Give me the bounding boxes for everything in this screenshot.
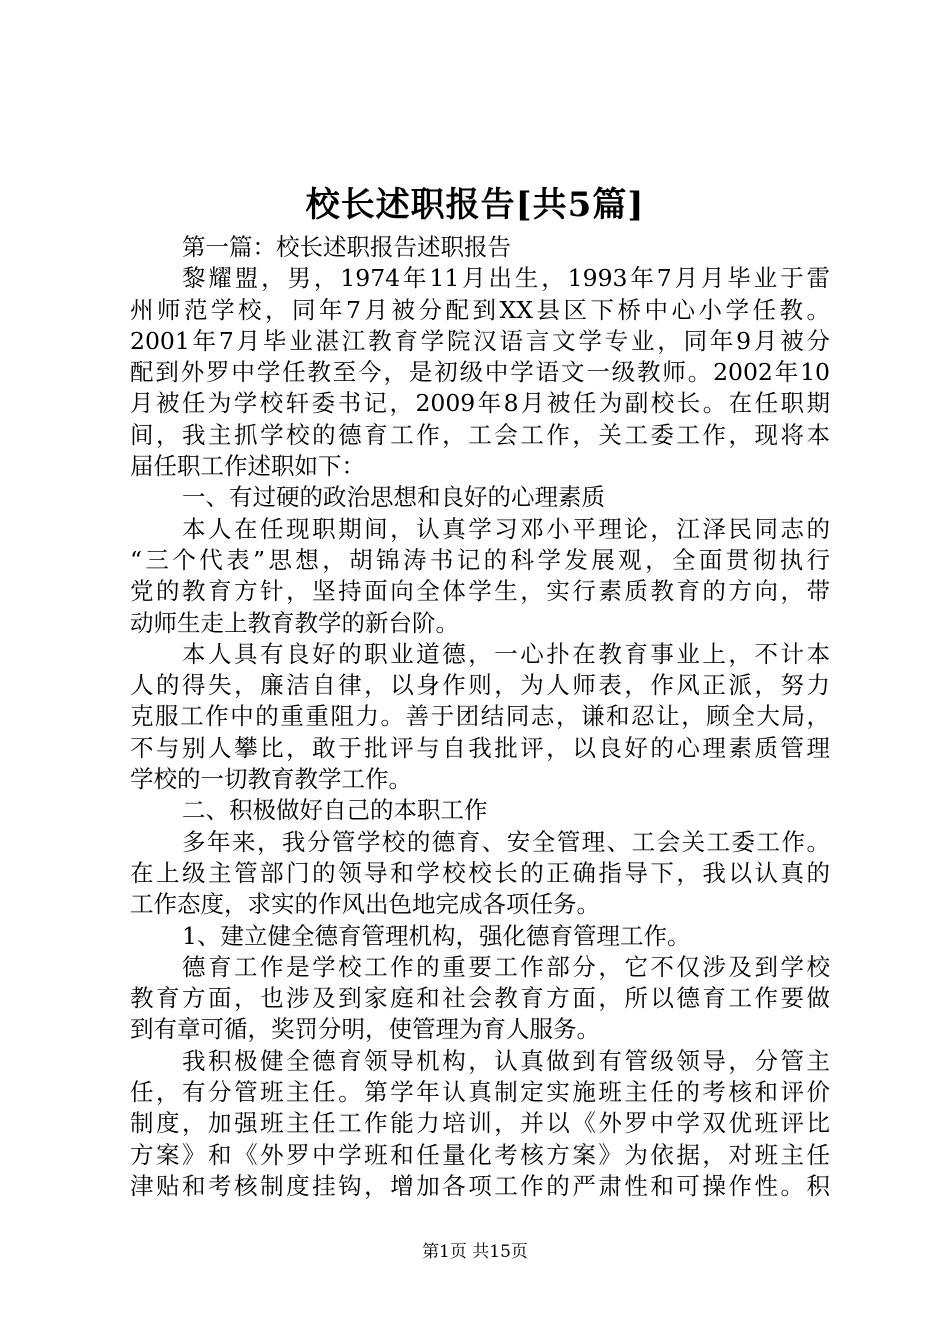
text-line: 配到外罗中学任教至今，是初级中学语文一级教师。2002年10 — [130, 358, 830, 387]
page-footer: 第1页 共15页 — [422, 1242, 528, 1262]
text-line: 州师范学校，同年7月被分配到XX县区下桥中心小学任教。 — [130, 295, 830, 324]
text-line: 在上级主管部门的领导和学校校长的正确指导下，我以认真的 — [130, 858, 830, 887]
text-line: 2001年7月毕业湛江教育学院汉语言文学专业，同年9月被分 — [130, 326, 830, 355]
text-line: 工作态度，求实的作风出色地完成各项任务。 — [130, 890, 600, 919]
text-line: 多年来，我分管学校的德育、安全管理、工会关工委工作。 — [182, 827, 830, 856]
text-line: 届任职工作述职如下： — [130, 452, 365, 481]
text-line: 方案》和《外罗中学班和任量化考核方案》为依据，对班主任 — [130, 1140, 830, 1169]
text-line: 月被任为学校轩委书记，2009年8月被任为副校长。在任职期 — [130, 389, 830, 418]
text-line: 任，有分管班主任。第学年认真制定实施班主任的考核和评价 — [130, 1078, 830, 1107]
document-title: 校长述职报告[共5篇] — [305, 185, 645, 225]
text-line: 德育工作是学校工作的重要工作部分，它不仅涉及到学校 — [182, 952, 830, 981]
text-line: 津贴和考核制度挂钩，增加各项工作的严肃性和可操作性。积 — [130, 1171, 830, 1200]
text-line: 教育方面，也涉及到家庭和社会教育方面，所以德育工作要做 — [130, 984, 830, 1013]
text-line: 一、有过硬的政治思想和良好的心理素质 — [182, 483, 605, 512]
text-line: 克服工作中的重重阻力。善于团结同志，谦和忍让，顾全大局， — [130, 702, 830, 731]
text-line: 动师生走上教育教学的新台阶。 — [130, 608, 459, 637]
text-line: 到有章可循，奖罚分明，使管理为育人服务。 — [130, 1015, 600, 1044]
text-line: 我积极健全德育领导机构，认真做到有管级领导，分管主 — [182, 1046, 830, 1075]
text-line: 本人在任现职期间，认真学习邓小平理论，江泽民同志的 — [182, 514, 830, 543]
text-line: 黎耀盟，男，1974年11月出生，1993年7月月毕业于雷 — [182, 264, 830, 293]
text-line: 学校的一切教育教学工作。 — [130, 765, 412, 794]
text-line: 党的教育方针，坚持面向全体学生，实行素质教育的方向，带 — [130, 577, 830, 606]
text-line: 人的得失，廉洁自律，以身作则，为人师表，作风正派，努力 — [130, 671, 830, 700]
text-line: 1、建立健全德育管理机构，强化德育管理工作。 — [182, 921, 691, 950]
text-line: 二、积极做好自己的本职工作 — [182, 796, 488, 825]
text-line: “三个代表”思想，胡锦涛书记的科学发展观，全面贯彻执行 — [130, 545, 830, 574]
text-line: 间，我主抓学校的德育工作，工会工作，关工委工作，现将本 — [130, 420, 830, 449]
text-line: 制度，加强班主任工作能力培训，并以《外罗中学双优班评比 — [130, 1109, 830, 1138]
document-body — [130, 232, 830, 1202]
text-line: 本人具有良好的职业道德，一心扑在教育事业上，不计本 — [182, 639, 830, 668]
text-line: 不与别人攀比，敢于批评与自我批评，以良好的心理素质管理 — [130, 733, 830, 762]
text-line: 第一篇：校长述职报告述职报告 — [182, 233, 511, 261]
